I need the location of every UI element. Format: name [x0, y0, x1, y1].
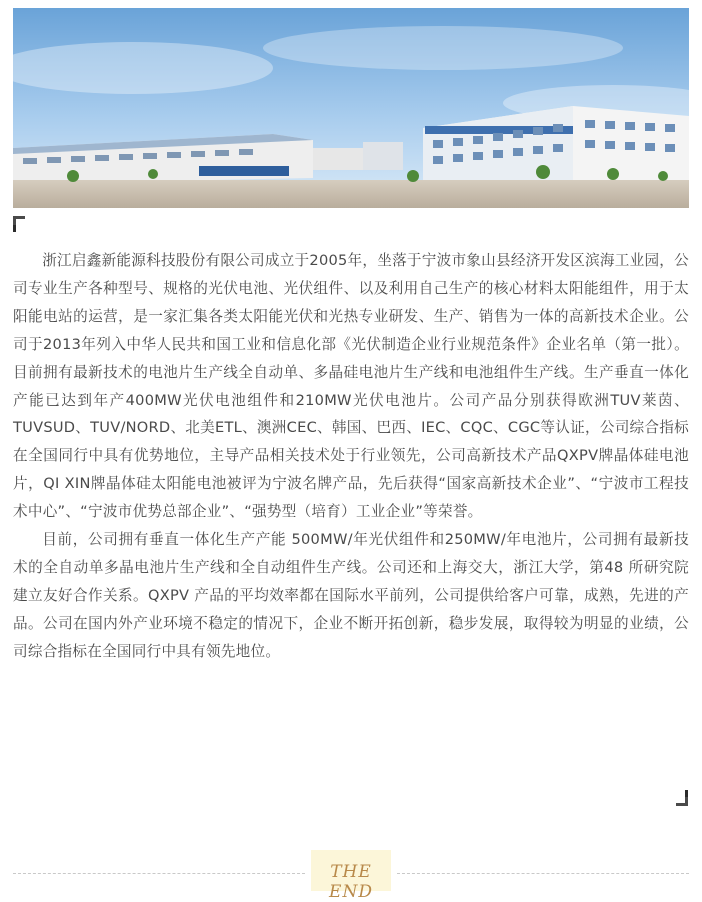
the-end-label: THE END — [329, 862, 373, 902]
factory-campus-illustration — [13, 8, 689, 208]
the-end-badge — [311, 850, 391, 902]
corner-bracket-close-icon — [676, 790, 688, 806]
end-divider-left — [13, 873, 305, 874]
end-divider-right — [397, 873, 689, 874]
company-intro-article — [13, 247, 689, 666]
factory-campus-photo — [13, 8, 689, 208]
article-paragraph-1: 浙江启鑫新能源科技股份有限公司成立于2005年，坐落于宁波市象山县经济开发区滨海工业园，公司专业生产各种型号、规格的光伏电池、光伏组件、以及利用自己生产的核心材料太阳能组件，用于太阳能电站的运营，是一家汇集各类太阳能光伏和光热专业研发、生产、销售为一体的高新技术企业。公司于2013年列入中华人民共和国工业和信息化部《光伏制造企业行业规范条件》企业名单（第一批）。目前拥有最新技术的电池片生产线全自动单、多晶硅电池片生产线和电池组件生产线。生产垂直一体化产能已达到年产400MW光伏电池组件和210MW光伏电池片。公司产品分别获得欧洲TUV莱茵、TUVSUD、TUV/NORD、北美ETL、澳洲CEC、韩国、巴西、IEC、CQC、CGC等认证，公司综合指标在全国同行中具有优势地位，主导产品相关技术处于行业领先，公司高新技术产品QXPV牌晶体硅电池片，QI XIN牌晶体硅太阳能电池被评为宁波名牌产品，先后获得“国家高新技术企业”、“宁波市工程技术中心”、“宁波市优势总部企业”、“强势型（培育）工业企业”等荣誉。 — [13, 252, 689, 521]
corner-bracket-open-icon — [13, 216, 25, 232]
article-paragraph-2: 目前，公司拥有垂直一体化生产产能 500MW/年光伏组件和250MW/年电池片，公司拥有最新技术的全自动单多晶电池片生产线和全自动组件生产线。公司还和上海交大，浙江大学，第48 所研究院建立友好合作关系。QXPV 产品的平均效率都在国际水平前列，公司提供给客户可靠，成熟，先进的产品。公司在国内外产业环境不稳定的情况下，企业不断开拓创新，稳步发展，取得较为明显的业绩，公司综合指标在全国同行中具有领先地位。 — [13, 531, 689, 660]
